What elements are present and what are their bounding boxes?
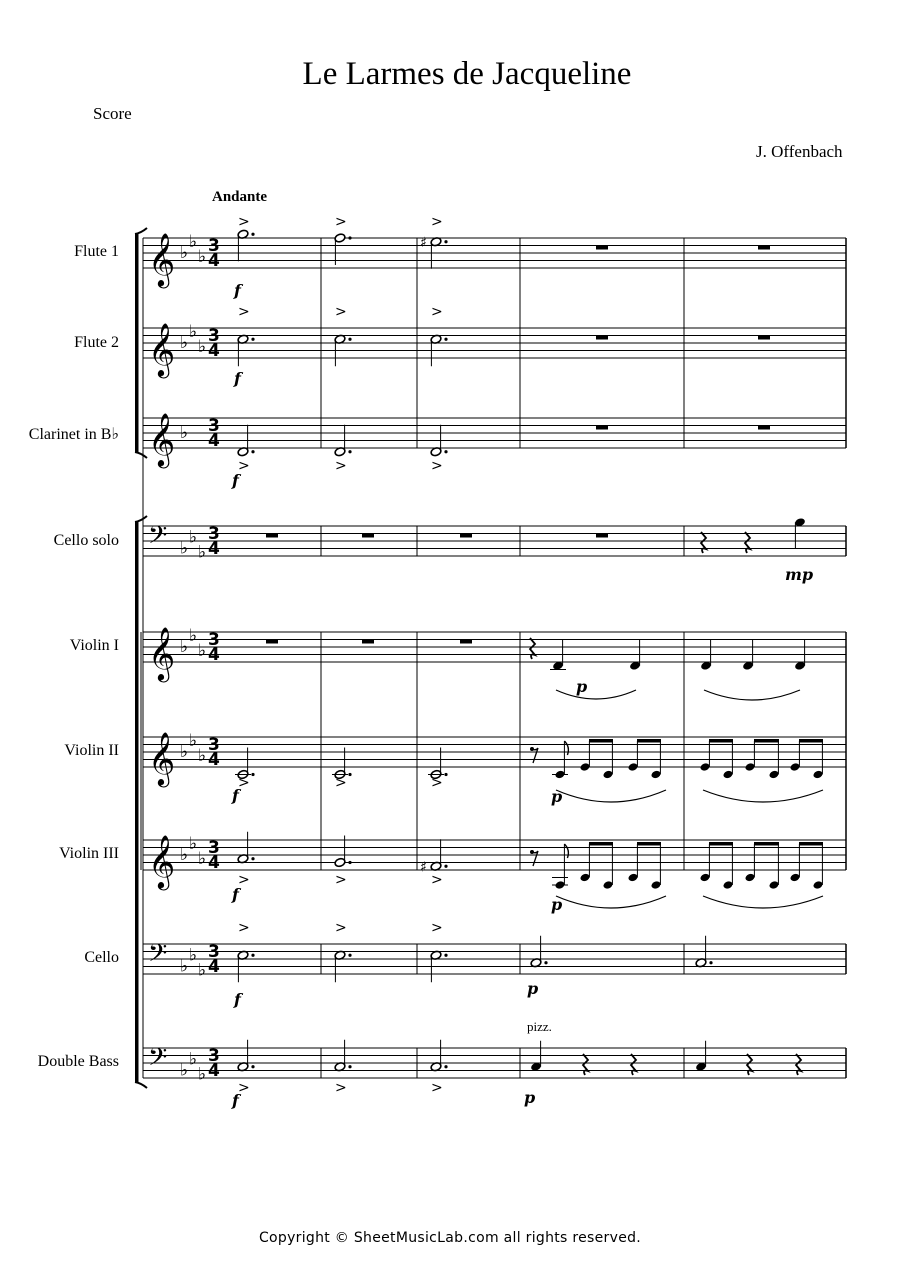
beam [799, 842, 823, 846]
quarter-rest [745, 532, 750, 553]
bass-clef-icon: 𝄢 [148, 521, 168, 556]
dot [444, 954, 447, 957]
eighth-note-head [790, 762, 801, 772]
dot [444, 1065, 447, 1068]
whole-rest [266, 640, 278, 644]
flat-sign: ♭ [198, 246, 207, 267]
flat-sign: ♭ [189, 945, 198, 966]
slur [704, 690, 800, 700]
eighth-note-head [723, 770, 734, 780]
dynamic-f: f [232, 885, 239, 904]
dynamic-p: p [576, 677, 588, 696]
pizzicato-marking: pizz. [527, 1019, 552, 1034]
eighth-note-head [769, 880, 780, 890]
accent-mark: > [238, 872, 250, 888]
whole-rest [596, 246, 608, 250]
flat-sign: ♭ [198, 960, 207, 981]
flat-sign: ♭ [189, 625, 198, 646]
accent-mark: > [431, 920, 443, 936]
flat-sign: ♭ [198, 848, 207, 869]
copyright-notice: Copyright © SheetMusicLab.com all rights reserved. [258, 1230, 642, 1246]
whole-rest [758, 246, 770, 250]
dot [348, 861, 351, 864]
quarter-rest [747, 1054, 752, 1075]
time-signature-denominator: 4 [208, 853, 220, 873]
accent-mark: > [335, 304, 347, 320]
sharp-sign: ♯ [420, 859, 427, 876]
dot [348, 236, 351, 239]
quarter-rest [631, 1054, 636, 1075]
dot [348, 450, 351, 453]
instrument-label-cello: Cello [84, 949, 119, 966]
quarter-rest [701, 532, 706, 553]
instrument-label-flute-1: Flute 1 [74, 243, 119, 260]
flag [564, 844, 568, 858]
eighth-note-head [745, 873, 756, 883]
dot [348, 338, 351, 341]
dot [251, 857, 254, 860]
accent-mark: > [238, 214, 250, 230]
whole-rest [758, 426, 770, 430]
bass-clef-icon: 𝄢 [148, 1043, 168, 1078]
bracket-bar [135, 522, 139, 1082]
eighth-note-head [603, 770, 614, 780]
treble-clef-icon: 𝄞 [148, 322, 176, 376]
dynamic-p: p [527, 979, 539, 998]
accent-mark: > [238, 304, 250, 320]
time-signature-numerator: 3 [208, 735, 220, 755]
dynamic-p: p [551, 787, 563, 806]
time-signature-numerator: 3 [208, 416, 220, 436]
flat-sign: ♭ [180, 333, 189, 353]
dynamic-p: p [524, 1088, 536, 1107]
accent-mark: > [335, 214, 347, 230]
time-signature-denominator: 4 [208, 431, 220, 451]
whole-rest [362, 640, 374, 644]
instrument-label-violin-1: Violin I [69, 637, 119, 654]
whole-rest [596, 426, 608, 430]
bracket-hook-bottom [135, 1082, 147, 1088]
flat-sign: ♭ [180, 423, 189, 443]
time-signature-numerator: 3 [208, 942, 220, 962]
dynamic-f: f [234, 990, 241, 1009]
whole-rest [266, 534, 278, 538]
notes [235, 229, 823, 1075]
accent-mark: > [238, 775, 250, 791]
time-signature-denominator: 4 [208, 539, 220, 559]
flat-sign: ♭ [198, 640, 207, 661]
dynamic-f: f [234, 369, 241, 388]
dot [251, 1065, 254, 1068]
quarter-rest [583, 1054, 588, 1075]
dynamic-f: f [232, 1091, 239, 1110]
time-signature-denominator: 4 [208, 1061, 220, 1081]
instrument-label-double-bass: Double Bass [37, 1053, 119, 1070]
beam [754, 739, 779, 743]
accent-mark: > [335, 1080, 347, 1096]
flat-sign: ♭ [198, 542, 207, 563]
flag [564, 741, 568, 755]
flat-sign: ♭ [180, 956, 189, 977]
eighth-note-head [813, 880, 824, 890]
time-signature-numerator: 3 [208, 838, 220, 858]
flat-sign: ♭ [180, 637, 189, 657]
whole-rest [596, 534, 608, 538]
bracket-hook-top [135, 228, 147, 234]
eighth-note-head [700, 873, 711, 883]
score-title: Le Larmes de Jacqueline [302, 56, 632, 92]
eighth-note-head [745, 762, 756, 772]
eighth-note-head [603, 880, 614, 890]
slur [556, 690, 636, 699]
slur [556, 896, 666, 908]
instrument-label-violin-2: Violin II [64, 742, 119, 759]
whole-rest [362, 534, 374, 538]
accent-mark: > [335, 775, 347, 791]
beam [799, 739, 823, 743]
time-signature-denominator: 4 [208, 750, 220, 770]
dynamic-f: f [232, 471, 239, 490]
slur [703, 896, 823, 908]
quarter-rest [796, 1054, 801, 1075]
flat-sign: ♭ [180, 243, 189, 263]
sharp-sign: ♯ [420, 234, 427, 251]
whole-rest [596, 336, 608, 340]
time-signature-denominator: 4 [208, 957, 220, 977]
dot [444, 240, 447, 243]
accent-mark: > [431, 872, 443, 888]
treble-clef-icon: 𝄞 [148, 412, 176, 466]
bass-clef-icon: 𝄢 [148, 939, 168, 974]
tempo-marking: Andante [212, 189, 268, 205]
quarter-rest [530, 638, 535, 659]
instrument-label-flute-2: Flute 2 [74, 334, 119, 351]
eighth-note-head [580, 873, 591, 883]
flat-sign: ♭ [198, 1064, 207, 1085]
time-signature-denominator: 4 [208, 341, 220, 361]
accent-mark: > [335, 920, 347, 936]
time-signature-denominator: 4 [208, 645, 220, 665]
flat-sign: ♭ [189, 527, 198, 548]
flat-sign: ♭ [180, 538, 189, 559]
dot [444, 338, 447, 341]
dot [348, 1065, 351, 1068]
eighth-note-head [628, 762, 639, 772]
flat-sign: ♭ [189, 321, 198, 342]
flat-sign: ♭ [189, 833, 198, 854]
time-signature-numerator: 3 [208, 524, 220, 544]
instrument-label-violin-3: Violin III [59, 845, 119, 862]
dot [251, 233, 254, 236]
treble-clef-icon: 𝄞 [148, 834, 176, 888]
dot [444, 865, 447, 868]
score-label: Score [93, 104, 132, 123]
dot [251, 450, 254, 453]
accent-mark: > [238, 920, 250, 936]
dot [251, 773, 254, 776]
treble-clef-icon: 𝄞 [148, 626, 176, 680]
whole-rest [460, 534, 472, 538]
flat-sign: ♭ [189, 1049, 198, 1070]
instrument-label-clarinet: Clarinet in B♭ [28, 426, 119, 443]
composer-name: J. Offenbach [756, 142, 843, 161]
eighth-note-head [790, 873, 801, 883]
flat-sign: ♭ [198, 336, 207, 357]
bracket-bar [135, 234, 139, 452]
accent-mark: > [238, 1080, 250, 1096]
dot [444, 773, 447, 776]
beam [589, 739, 613, 743]
flat-sign: ♭ [189, 231, 198, 252]
eighth-note-head [651, 770, 662, 780]
flat-sign: ♭ [198, 745, 207, 766]
dynamic-p: p [551, 895, 563, 914]
dot [251, 338, 254, 341]
slur [703, 790, 823, 802]
accent-mark: > [431, 304, 443, 320]
time-signature-denominator: 4 [208, 251, 220, 271]
eighth-note-head [580, 762, 591, 772]
eighth-note-head [651, 880, 662, 890]
eighth-note-head [723, 880, 734, 890]
treble-clef-icon: 𝄞 [148, 232, 176, 286]
beam [709, 842, 733, 846]
eighth-note-head [700, 762, 711, 772]
dot [348, 773, 351, 776]
eighth-note-head [769, 770, 780, 780]
time-signature-numerator: 3 [208, 236, 220, 256]
beam [637, 842, 661, 846]
accent-mark: > [431, 214, 443, 230]
beam [637, 739, 661, 743]
accent-mark: > [431, 1080, 443, 1096]
dot [251, 954, 254, 957]
bracket-hook-bottom [135, 452, 147, 458]
slur [556, 790, 666, 802]
beam [589, 842, 613, 846]
dynamic-f: f [234, 281, 241, 300]
eighth-note-head [813, 770, 824, 780]
accent-mark: > [431, 458, 443, 474]
flat-sign: ♭ [189, 730, 198, 751]
beam [709, 739, 733, 743]
accent-mark: > [335, 872, 347, 888]
instrument-label-cello-solo: Cello solo [53, 532, 119, 549]
whole-rest [758, 336, 770, 340]
bracket-hook-top [135, 516, 147, 522]
accent-mark: > [431, 775, 443, 791]
key-signatures [180, 232, 206, 1085]
dot [544, 961, 547, 964]
dot [709, 961, 712, 964]
beam [754, 842, 779, 846]
flat-sign: ♭ [180, 742, 189, 762]
accent-mark: > [335, 458, 347, 474]
whole-rest [460, 640, 472, 644]
eighth-note-head [628, 873, 639, 883]
staff-lines [143, 238, 846, 1078]
time-signature-numerator: 3 [208, 630, 220, 650]
dynamic-f: f [232, 786, 239, 805]
treble-clef-icon: 𝄞 [148, 731, 176, 785]
dot [348, 954, 351, 957]
dynamic-mp: mp [785, 565, 814, 584]
time-signature-numerator: 3 [208, 1046, 220, 1066]
dot [444, 450, 447, 453]
flat-sign: ♭ [180, 845, 189, 865]
time-signature-numerator: 3 [208, 326, 220, 346]
flat-sign: ♭ [180, 1060, 189, 1081]
time-signatures [208, 236, 220, 1081]
accent-mark: > [238, 458, 250, 474]
